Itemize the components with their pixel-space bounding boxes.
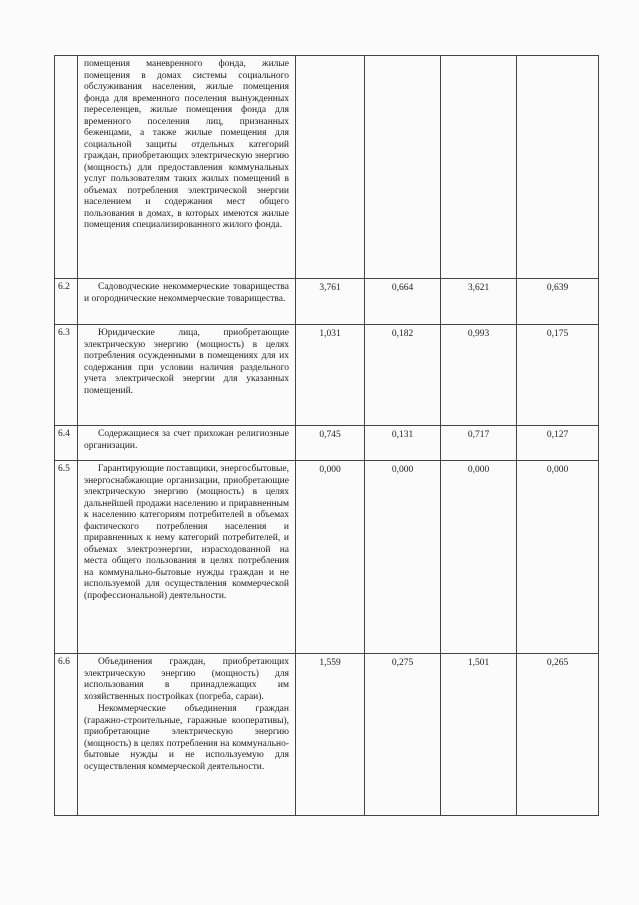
table-row — [55, 426, 599, 461]
row-number: 6.6 — [55, 654, 78, 816]
row-number: 6.5 — [55, 461, 78, 654]
value-cell: 0,131 — [365, 426, 441, 461]
description-paragraph: Содержащиеся за счет прихожан религиозные организации. — [84, 429, 289, 451]
value-cell: 3,761 — [296, 279, 365, 325]
value-cell: 0,127 — [517, 426, 599, 461]
description-paragraph: Садоводческие некоммерческие товарищества и огороднические некоммерческие товарищества. — [84, 282, 289, 304]
table-row — [55, 461, 599, 654]
row-description — [78, 426, 296, 461]
value-cell: 0,175 — [517, 325, 599, 426]
description-paragraph: Объединения граждан, приобретающих электрическую энергию (мощность) для использования в принадлежащих им хозяйственных постройках (погреба, сараи). — [84, 657, 289, 702]
value-cell — [517, 56, 599, 279]
value-cell: 0,664 — [365, 279, 441, 325]
description-paragraph: Юридические лица, приобретающие электрическую энергию (мощность) в целях потребления осужденными в помещениях для их содержания при условии наличия раздельного учета электрической энергии для указанных помещений. — [84, 328, 289, 396]
row-description — [78, 461, 296, 654]
value-cell: 0,000 — [296, 461, 365, 654]
tariff-table — [54, 55, 599, 816]
value-cell: 1,501 — [441, 654, 517, 816]
row-description — [78, 279, 296, 325]
value-cell: 0,182 — [365, 325, 441, 426]
table-row — [55, 654, 599, 816]
value-cell: 1,031 — [296, 325, 365, 426]
value-cell — [296, 56, 365, 279]
value-cell: 1,559 — [296, 654, 365, 816]
value-cell — [365, 56, 441, 279]
value-cell — [441, 56, 517, 279]
table-row — [55, 325, 599, 426]
row-description — [78, 56, 296, 279]
value-cell: 0,745 — [296, 426, 365, 461]
value-cell: 0,000 — [517, 461, 599, 654]
table-row — [55, 56, 599, 279]
row-number: 6.2 — [55, 279, 78, 325]
value-cell: 0,993 — [441, 325, 517, 426]
description-paragraph: помещения маневренного фонда, жилые помещения в домах системы социального обслуживания населения, жилые помещения фонда для временного поселения вынужденных переселенцев, жилые помещения фонда для временного поселения лиц, признанных беженцами, а также жилые помещения для социальной защиты отдельных категорий граждан, приобретающих электрическую энергию (мощность) для предоставления коммунальных услуг пользователям таких жилых помещений в объемах потребления электрической энергии населением и содержания мест общего пользования в домах, в которых имеются жилые помещения специализированного жилого фонда. — [84, 59, 289, 230]
value-cell: 0,275 — [365, 654, 441, 816]
value-cell: 3,621 — [441, 279, 517, 325]
description-paragraph: Некоммерческие объединения граждан (гаражно-строительные, гаражные кооперативы), приобретающие электрическую энергию (мощность) в целях потребления на коммунально-бытовые нужды и не используемую для осуществления коммерческой деятельности. — [84, 704, 289, 772]
value-cell: 0,639 — [517, 279, 599, 325]
description-paragraph: Гарантирующие поставщики, энергосбытовые, энергоснабжающие организации, приобретающие электрическую энергию (мощность) в целях дальнейшей продажи населению и приравненным к населению категориям потребителей в объемах фактического потребления населения и приравненных к нему категорий потребителей, и объемах электроэнергии, израсходованной на места общего пользования в целях потребления на коммунально-бытовые нужды граждан и не используемой для осуществления коммерческой (профессиональной) деятельности. — [84, 464, 289, 601]
row-description — [78, 654, 296, 816]
value-cell: 0,000 — [441, 461, 517, 654]
value-cell: 0,265 — [517, 654, 599, 816]
value-cell: 0,000 — [365, 461, 441, 654]
row-number — [55, 56, 78, 279]
table-row — [55, 279, 599, 325]
row-number: 6.4 — [55, 426, 78, 461]
row-description — [78, 325, 296, 426]
row-number: 6.3 — [55, 325, 78, 426]
value-cell: 0,717 — [441, 426, 517, 461]
